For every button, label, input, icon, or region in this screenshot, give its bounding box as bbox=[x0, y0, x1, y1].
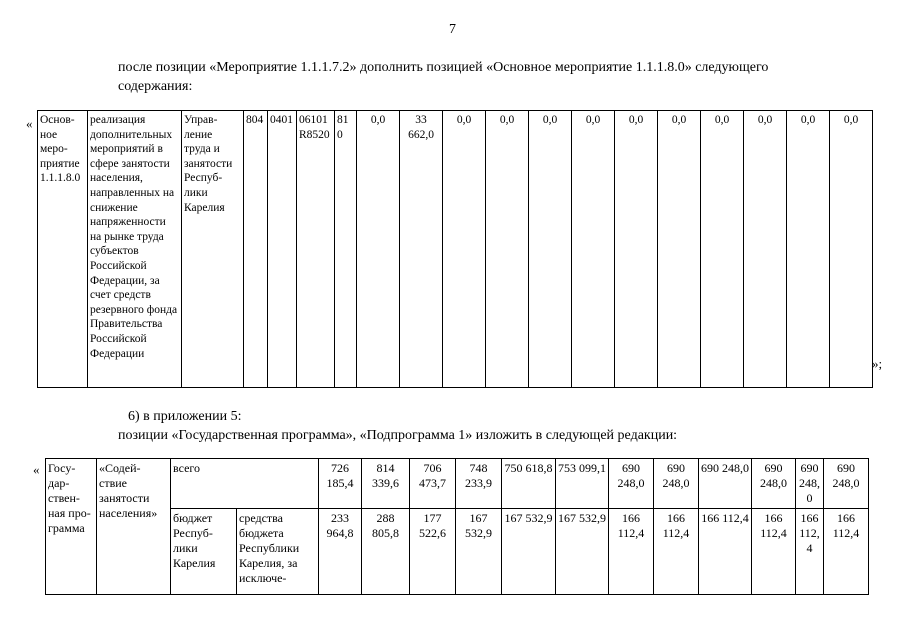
item-6-line-1: 6) в приложении 5: bbox=[128, 409, 242, 424]
close-quote-1: »; bbox=[872, 356, 883, 371]
table-main-event bbox=[37, 110, 873, 388]
value-cell: 233 964,8 bbox=[319, 509, 362, 595]
value-cell: 690 248,0 bbox=[752, 459, 796, 509]
value-cell: 288 805,8 bbox=[362, 509, 410, 595]
open-quote-1: « bbox=[26, 116, 33, 131]
value-cell: 166 112,4 bbox=[752, 509, 796, 595]
value-cell: 0,0 bbox=[529, 111, 572, 388]
value-cell: 690 248,0 bbox=[824, 459, 869, 509]
value-cell: 166 112,4 bbox=[824, 509, 869, 595]
value-cell: 750 618,8 bbox=[502, 459, 556, 509]
value-cell: 753 099,1 bbox=[556, 459, 609, 509]
intro-line-2: содержания: bbox=[118, 79, 193, 94]
csr-cell: 06101 R8520 bbox=[297, 111, 335, 388]
value-cell: 166 112,4 bbox=[699, 509, 752, 595]
executor-cell: Управ-ление труда и занятости Респуб-лики Карелия bbox=[182, 111, 244, 388]
vr-cell: 810 bbox=[335, 111, 357, 388]
value-cell: 690 248,0 bbox=[654, 459, 699, 509]
value-cell: 166 112,4 bbox=[609, 509, 654, 595]
value-cell: 0,0 bbox=[615, 111, 658, 388]
value-cell: 706 473,7 bbox=[410, 459, 456, 509]
value-cell: 726 185,4 bbox=[319, 459, 362, 509]
value-cell: 167 532,9 bbox=[502, 509, 556, 595]
budget-label-cell: бюджет Респуб-лики Карелия bbox=[171, 509, 237, 595]
table-row bbox=[38, 111, 873, 388]
value-cell: 167 532,9 bbox=[456, 509, 502, 595]
value-cell: 0,0 bbox=[658, 111, 701, 388]
value-cell: 0,0 bbox=[701, 111, 744, 388]
total-label-cell: всего bbox=[171, 459, 319, 509]
value-cell: 166 112,4 bbox=[654, 509, 699, 595]
value-cell: 177 522,6 bbox=[410, 509, 456, 595]
value-cell: 690 248,0 bbox=[609, 459, 654, 509]
value-cell: 167 532,9 bbox=[556, 509, 609, 595]
event-name-cell: Основ-ное меро-приятие 1.1.1.8.0 bbox=[38, 111, 88, 388]
value-cell: 748 233,9 bbox=[456, 459, 502, 509]
open-quote-2: « bbox=[33, 462, 40, 477]
value-cell: 33 662,0 bbox=[400, 111, 443, 388]
intro-line-1: после позиции «Мероприятие 1.1.1.7.2» дополнить позицией «Основное мероприятие 1.1.1.8.0» следующего bbox=[118, 60, 769, 75]
value-cell: 0,0 bbox=[744, 111, 787, 388]
program-name-cell: «Содей-ствие занятости населения» bbox=[97, 459, 171, 595]
event-description-cell: реализация дополнительных мероприятий в сфере занятости населения, направленных на снижение напряженности на рынке труда субъектов Российской Федерации, за счет средств резервного фонда Правительства Российской Федерации bbox=[88, 111, 182, 388]
rzpr-cell: 0401 bbox=[268, 111, 297, 388]
table-state-program bbox=[45, 458, 869, 595]
table-row bbox=[46, 459, 869, 509]
budget-source-cell: средства бюджета Республики Карелия, за исключе- bbox=[237, 509, 319, 595]
value-cell: 0,0 bbox=[787, 111, 830, 388]
value-cell: 690 248,0 bbox=[796, 459, 824, 509]
value-cell: 0,0 bbox=[486, 111, 529, 388]
value-cell: 690 248,0 bbox=[699, 459, 752, 509]
value-cell: 0,0 bbox=[830, 111, 873, 388]
grbs-cell: 804 bbox=[244, 111, 268, 388]
page-number: 7 bbox=[449, 22, 456, 37]
status-cell: Госу-дар-ствен-ная про-грамма bbox=[46, 459, 97, 595]
value-cell: 0,0 bbox=[357, 111, 400, 388]
value-cell: 0,0 bbox=[572, 111, 615, 388]
value-cell: 166 112,4 bbox=[796, 509, 824, 595]
value-cell: 814 339,6 bbox=[362, 459, 410, 509]
value-cell: 0,0 bbox=[443, 111, 486, 388]
item-6-line-2: позиции «Государственная программа», «Подпрограмма 1» изложить в следующей редакции: bbox=[118, 428, 678, 443]
